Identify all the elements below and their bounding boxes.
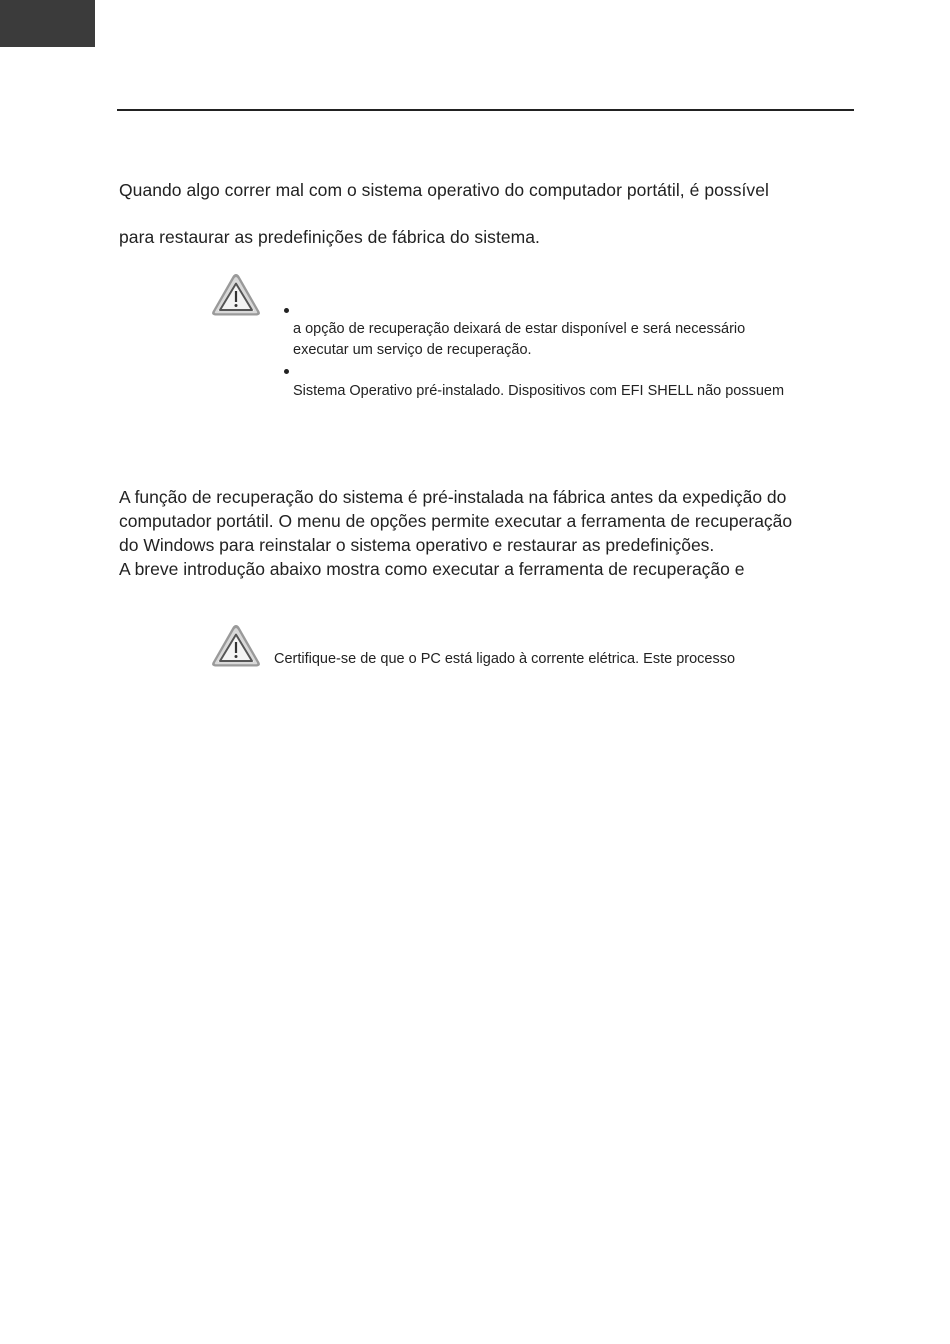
note-bullet bbox=[284, 308, 289, 313]
intro-paragraph-line-2: para restaurar as predefinições de fábrica do sistema. bbox=[119, 227, 540, 247]
warning-1-text-line-1: a opção de recuperação deixará de estar disponível e será necessário bbox=[293, 321, 746, 337]
paragraph-line: do Windows para reinstalar o sistema operativo e restaurar as predefinições. bbox=[119, 535, 715, 555]
warning-triangle-icon bbox=[210, 623, 262, 669]
warning-triangle-icon bbox=[210, 272, 262, 318]
header-rule bbox=[117, 109, 854, 111]
intro-paragraph-line-1: Quando algo correr mal com o sistema operativo do computador portátil, é possível bbox=[119, 180, 769, 200]
note-bullet bbox=[284, 369, 289, 374]
recovery-description-paragraph bbox=[119, 485, 792, 581]
warning-1-text-line-2: executar um serviço de recuperação. bbox=[293, 342, 532, 358]
warning-2-text-line-1: Certifique-se de que o PC está ligado à corrente elétrica. Este processo bbox=[274, 651, 736, 667]
paragraph-line: A breve introdução abaixo mostra como executar a ferramenta de recuperação e bbox=[119, 559, 745, 579]
page-corner-tab bbox=[0, 0, 95, 47]
paragraph-line: A função de recuperação do sistema é pré-instalada na fábrica antes da expedição do bbox=[119, 487, 787, 507]
warning-1-text-line-3: Sistema Operativo pré-instalado. Dispositivos com EFI SHELL não possuem bbox=[293, 383, 785, 399]
paragraph-line: computador portátil. O menu de opções permite executar a ferramenta de recuperação bbox=[119, 511, 793, 531]
